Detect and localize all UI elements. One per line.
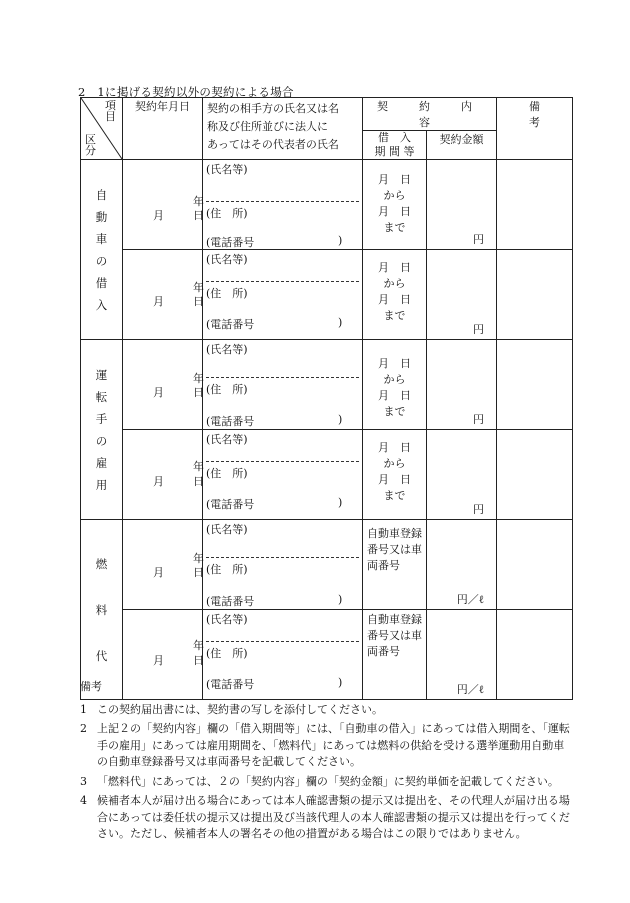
year-label: 年 xyxy=(193,281,204,294)
until-label: まで xyxy=(383,489,406,502)
month-label: 月 xyxy=(153,295,164,308)
address-label: (住 所) xyxy=(206,287,248,300)
registration-line: 両番号 xyxy=(367,559,400,572)
address-label: (住 所) xyxy=(206,207,248,220)
address-label: (住 所) xyxy=(206,647,248,660)
registration-label xyxy=(367,526,422,574)
name-label: (氏名等) xyxy=(206,343,248,356)
from-month-day: 月 日 xyxy=(378,441,411,454)
from-month-day: 月 日 xyxy=(378,173,411,186)
day-label: 日 xyxy=(193,209,204,222)
name-label: (氏名等) xyxy=(206,523,248,536)
remarks-cell[interactable] xyxy=(497,250,573,340)
amount-cell[interactable] xyxy=(427,520,497,610)
year-label: 年 xyxy=(193,460,204,473)
name-label: (氏名等) xyxy=(206,613,248,626)
party-header xyxy=(203,98,363,160)
period-cell[interactable] xyxy=(363,250,427,340)
until-month-day: 月 日 xyxy=(378,473,411,486)
remarks-cell[interactable] xyxy=(497,520,573,610)
phone-label: (電話番号 xyxy=(206,595,255,608)
day-label: 日 xyxy=(193,566,204,579)
note-number: 2 xyxy=(80,722,87,735)
category-char: 用 xyxy=(95,477,108,492)
phone-label: (電話番号 xyxy=(206,678,255,691)
party-cell[interactable] xyxy=(203,430,363,520)
category-driver-employment xyxy=(81,340,123,520)
registration-label xyxy=(367,612,422,660)
category-char: 動 xyxy=(95,209,108,224)
category-char: 代 xyxy=(95,648,108,663)
note-item xyxy=(80,721,572,771)
period-labels xyxy=(363,440,426,504)
phone-label: (電話番号 xyxy=(206,236,255,249)
category-char: 雇 xyxy=(95,455,108,470)
from-month-day: 月 日 xyxy=(378,357,411,370)
period-labels xyxy=(363,356,426,420)
month-label: 月 xyxy=(153,566,164,579)
period-header-line: 借 入 xyxy=(378,131,411,144)
category-char: 借 xyxy=(95,275,108,290)
contract-date-cell[interactable] xyxy=(123,160,203,250)
notes-heading: 備考 xyxy=(80,680,102,693)
address-label: (住 所) xyxy=(206,563,248,576)
vehicle-rental-row-1 xyxy=(81,160,573,250)
driver-employment-row-2 xyxy=(81,430,573,520)
contract-table xyxy=(80,97,587,700)
year-label: 年 xyxy=(193,552,204,565)
day-label: 日 xyxy=(193,654,204,667)
month-label: 月 xyxy=(153,386,164,399)
period-labels xyxy=(363,260,426,324)
party-cell[interactable] xyxy=(203,520,363,610)
from-label: から xyxy=(383,457,406,470)
section-title: 2 1に掲げる契約以外の契約による場合 xyxy=(78,85,294,99)
category-char: の xyxy=(95,433,108,448)
from-label: から xyxy=(383,189,406,202)
yen-per-liter-unit: 円／ℓ xyxy=(456,593,484,606)
month-label: 月 xyxy=(153,209,164,222)
registration-line: 番号又は車 xyxy=(367,543,422,556)
name-label: (氏名等) xyxy=(206,433,248,446)
header-row-1 xyxy=(81,98,573,131)
period-cell[interactable] xyxy=(363,160,427,250)
dashed-divider xyxy=(206,641,359,642)
category-label-line: 区 xyxy=(85,133,96,146)
month-label: 月 xyxy=(153,475,164,488)
party-header-line: あってはその代表者の氏名 xyxy=(207,138,339,151)
month-label: 月 xyxy=(153,654,164,667)
registration-line: 自動車登録 xyxy=(367,527,422,540)
dashed-divider xyxy=(206,281,359,282)
party-header-line: 契約の相手方の氏名又は名 xyxy=(207,102,339,115)
category-char: 料 xyxy=(95,602,108,617)
phone-close-paren: ) xyxy=(338,593,343,606)
address-label: (住 所) xyxy=(206,467,248,480)
until-label: まで xyxy=(383,405,406,418)
year-label: 年 xyxy=(193,372,204,385)
dashed-divider xyxy=(206,557,359,558)
year-label: 年 xyxy=(193,639,204,652)
amount-cell[interactable] xyxy=(427,430,497,520)
note-item xyxy=(80,793,572,843)
note-item xyxy=(80,774,572,791)
name-label: (氏名等) xyxy=(206,163,248,176)
note-number: 1 xyxy=(80,702,87,716)
note-text: 候補者本人が届け出る場合にあっては本人確認書類の提示又は提出を、その代理人が届け出る場合にあっては委任状の提示又は提出及び当該代理人の本人確認書類の提示又は提出を行ってください。ただし、候補者本人の署名その他の措置がある場合はこの限りではありません。 xyxy=(97,794,570,840)
contract-date-cell[interactable] xyxy=(123,250,203,340)
category-char: 自 xyxy=(95,187,108,202)
category-fuel-cost xyxy=(81,520,123,700)
amount-cell[interactable] xyxy=(427,250,497,340)
driver-employment-row-1 xyxy=(81,340,573,430)
contract-date-header: 契約年月日 xyxy=(123,98,203,160)
notes-section xyxy=(80,679,572,846)
contract-content-header: 契 約 内 容 xyxy=(363,98,497,131)
dashed-divider xyxy=(206,461,359,462)
period-labels xyxy=(363,172,426,236)
category-char: の xyxy=(95,253,108,268)
address-label: (住 所) xyxy=(206,383,248,396)
phone-close-paren: ) xyxy=(338,413,343,426)
day-label: 日 xyxy=(193,386,204,399)
note-item xyxy=(80,702,572,719)
note-number: 3 xyxy=(80,774,87,788)
amount-header: 契約金額 xyxy=(427,131,497,160)
until-label: まで xyxy=(383,309,406,322)
phone-close-paren: ) xyxy=(338,496,343,509)
party-cell[interactable] xyxy=(203,340,363,430)
amount-cell[interactable] xyxy=(427,160,497,250)
until-month-day: 月 日 xyxy=(378,205,411,218)
category-char: 燃 xyxy=(95,556,108,571)
until-label: まで xyxy=(383,221,406,234)
day-label: 日 xyxy=(193,475,204,488)
registration-line: 番号又は車 xyxy=(367,629,422,642)
category-vehicle-rental xyxy=(81,160,123,340)
period-header xyxy=(363,131,427,160)
from-label: から xyxy=(383,277,406,290)
category-label xyxy=(85,134,96,156)
day-label: 日 xyxy=(193,295,204,308)
yen-unit: 円 xyxy=(473,323,484,336)
diagonal-header-cell xyxy=(81,98,123,160)
note-number: 4 xyxy=(80,794,87,807)
period-header-line: 期 間 等 xyxy=(374,145,415,158)
remarks-cell[interactable] xyxy=(497,160,573,250)
note-text: 上記２の「契約内容」欄の「借入期間等」には、「自動車の借入」にあっては借入期間を、「運転手の雇用」にあっては雇用期間を、「燃料代」にあっては燃料の供給を受ける選挙運動用自動車の自動車登録番号又は車両番号を記載してください。 xyxy=(97,722,570,768)
until-month-day: 月 日 xyxy=(378,293,411,306)
dashed-divider xyxy=(206,377,359,378)
period-cell[interactable] xyxy=(363,340,427,430)
remarks-header: 備 考 xyxy=(497,98,573,160)
phone-close-paren: ) xyxy=(338,316,343,329)
phone-close-paren: ) xyxy=(338,676,343,689)
category-char: 転 xyxy=(95,389,108,404)
contract-date-cell[interactable] xyxy=(123,520,203,610)
from-label: から xyxy=(383,373,406,386)
party-cell[interactable] xyxy=(203,160,363,250)
category-char: 運 xyxy=(95,367,108,382)
from-month-day: 月 日 xyxy=(378,261,411,274)
item-label xyxy=(105,100,116,122)
registration-line: 自動車登録 xyxy=(367,613,422,626)
phone-label: (電話番号 xyxy=(206,498,255,511)
dashed-divider xyxy=(206,201,359,202)
until-month-day: 月 日 xyxy=(378,389,411,402)
category-char: 入 xyxy=(95,297,108,312)
remarks-cell[interactable] xyxy=(497,430,573,520)
vehicle-rental-row-2 xyxy=(81,250,573,340)
category-char: 車 xyxy=(95,231,108,246)
amount-cell[interactable] xyxy=(427,340,497,430)
fuel-cost-row-1 xyxy=(81,520,573,610)
period-cell[interactable] xyxy=(363,430,427,520)
item-label-line: 項 xyxy=(105,99,116,112)
name-label: (氏名等) xyxy=(206,253,248,266)
registration-cell[interactable] xyxy=(363,520,427,610)
contract-date-cell[interactable] xyxy=(123,340,203,430)
remarks-cell[interactable] xyxy=(497,340,573,430)
category-label-line: 分 xyxy=(85,144,96,157)
phone-close-paren: ) xyxy=(338,234,343,247)
yen-unit: 円 xyxy=(473,503,484,516)
category-char: 手 xyxy=(95,411,108,426)
yen-unit: 円 xyxy=(473,233,484,246)
item-label-line: 目 xyxy=(105,110,116,123)
phone-label: (電話番号 xyxy=(206,318,255,331)
note-text: この契約届出書には、契約書の写しを添付してください。 xyxy=(97,702,383,716)
note-text: 「燃料代」にあっては、２の「契約内容」欄の「契約金額」に契約単価を記載してください。 xyxy=(97,774,559,788)
party-header-line: 称及び住所並びに法人に xyxy=(207,120,328,133)
party-cell[interactable] xyxy=(203,250,363,340)
phone-label: (電話番号 xyxy=(206,415,255,428)
yen-per-liter-unit: 円／ℓ xyxy=(456,683,484,696)
year-label: 年 xyxy=(193,195,204,208)
registration-line: 両番号 xyxy=(367,645,400,658)
contract-date-cell[interactable] xyxy=(123,430,203,520)
yen-unit: 円 xyxy=(473,413,484,426)
